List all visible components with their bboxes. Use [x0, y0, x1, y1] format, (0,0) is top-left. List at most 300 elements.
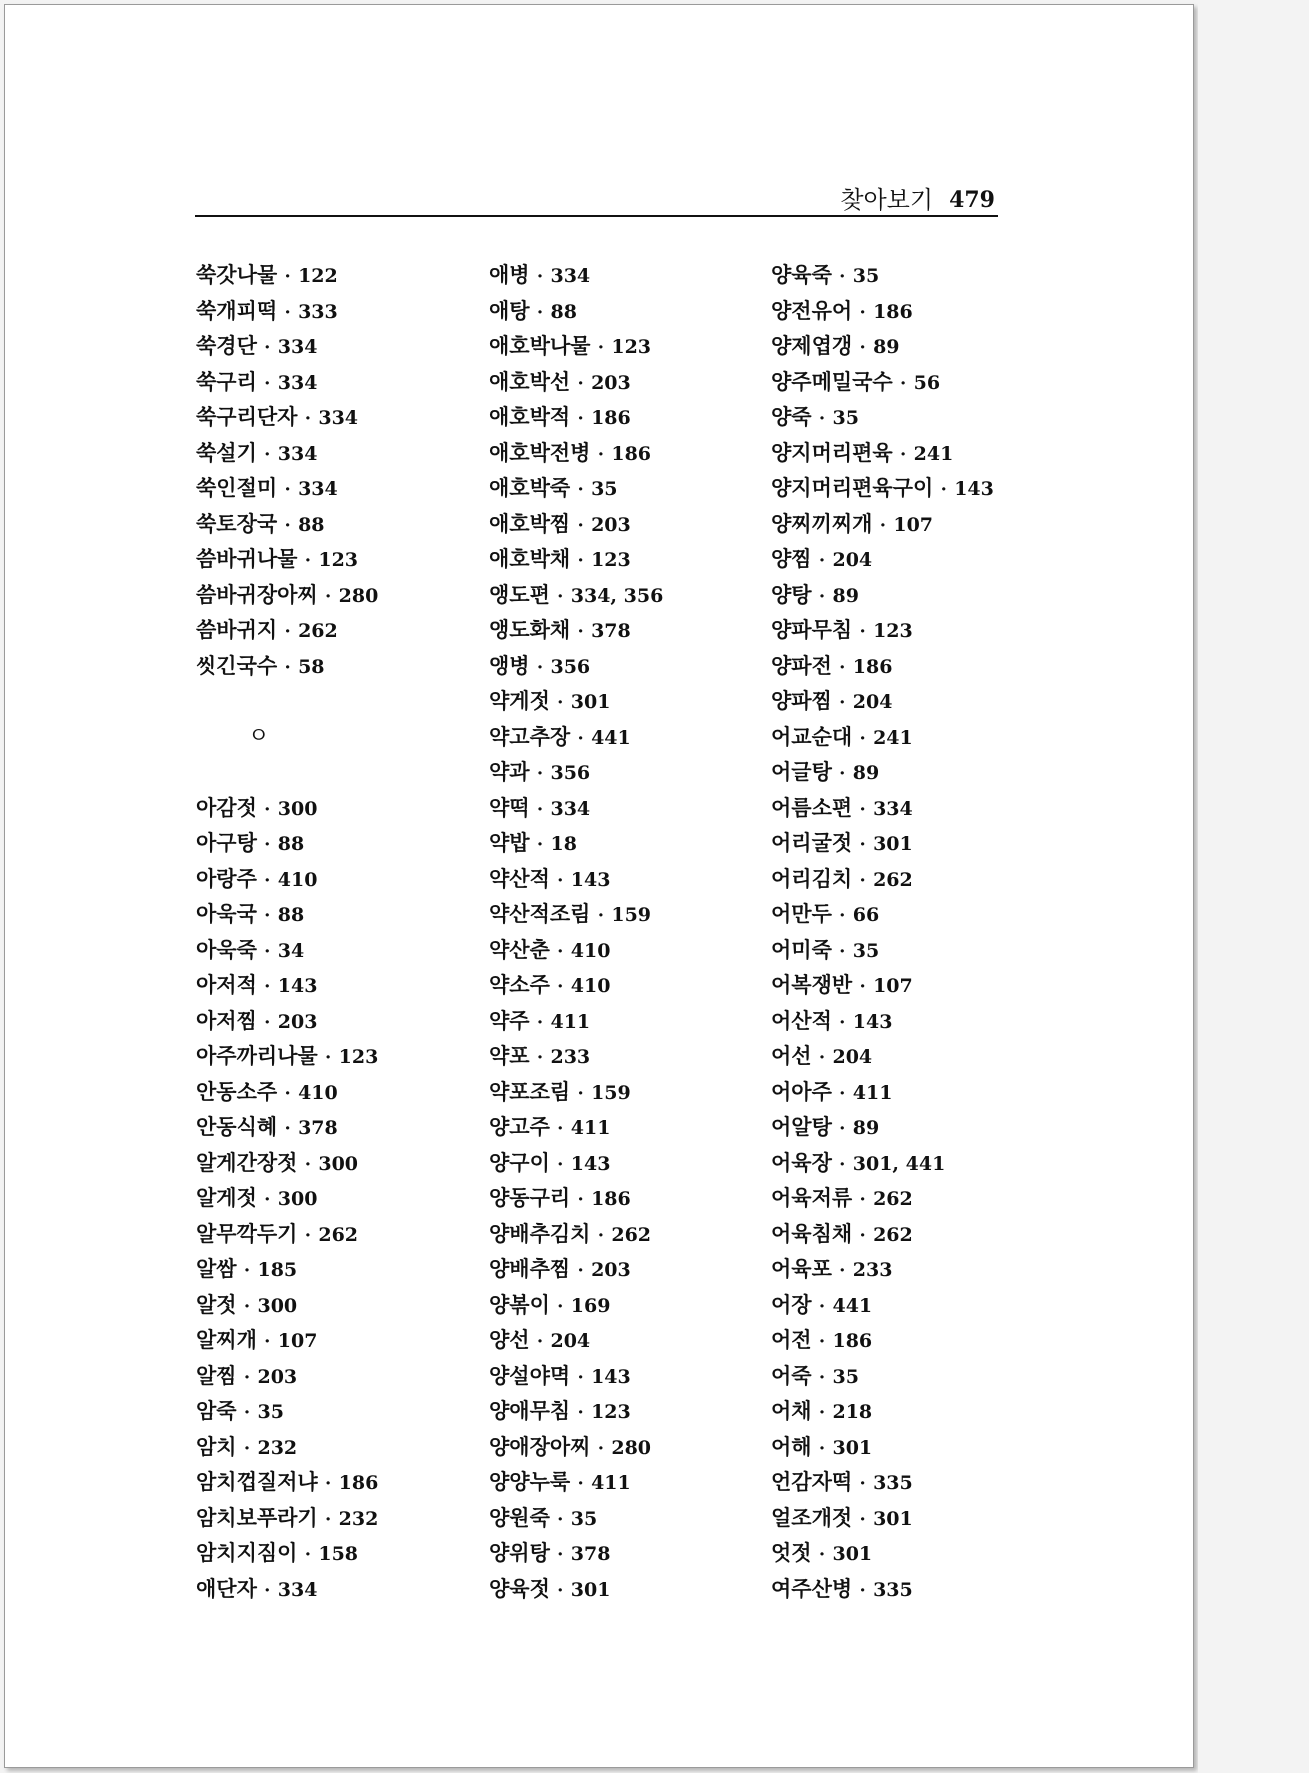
entry-term: 양제엽갱	[771, 333, 853, 358]
entry-term: 아욱죽	[196, 936, 257, 962]
entry-separator: ·	[536, 834, 544, 855]
entry-term: 쑥토장국	[196, 510, 278, 536]
index-entry	[196, 648, 476, 684]
entry-term: 씻긴국수	[196, 652, 278, 678]
entry-separator: ·	[597, 905, 605, 926]
entry-pages: 410	[298, 1081, 338, 1104]
entry-separator: ·	[597, 443, 605, 465]
entry-pages: 35	[570, 1507, 598, 1530]
entry-term: 애호박채	[489, 546, 571, 571]
entry-separator: ·	[536, 1047, 544, 1068]
entry-term: 애호박죽	[489, 475, 571, 500]
entry-pages: 107	[277, 1330, 318, 1352]
entry-term: 엇젓	[771, 1540, 812, 1565]
index-entry	[489, 612, 769, 648]
entry-pages: 185	[257, 1259, 298, 1281]
entry-term: 쑥구리단자	[196, 404, 298, 429]
entry-separator: ·	[243, 1402, 251, 1423]
entry-pages: 262	[298, 620, 338, 642]
entry-term: 어만두	[771, 901, 832, 926]
entry-term: 양볶이	[489, 1291, 550, 1317]
index-entry	[771, 1500, 1051, 1536]
entry-pages: 89	[852, 762, 880, 784]
entry-pages: 35	[257, 1401, 284, 1423]
index-entry	[771, 1109, 1051, 1145]
entry-separator: ·	[839, 266, 846, 287]
index-entry	[196, 1180, 476, 1216]
entry-term: 애단자	[196, 1575, 257, 1601]
entry-separator: ·	[264, 869, 271, 891]
entry-separator: ·	[557, 1153, 564, 1175]
entry-pages: 204	[832, 1046, 873, 1068]
index-entry	[489, 1145, 769, 1181]
entry-term: 약떡	[489, 794, 530, 820]
entry-term: 양육젓	[489, 1575, 550, 1601]
entry-separator: ·	[859, 834, 866, 855]
header-title: 찾아보기	[840, 186, 934, 214]
entry-pages: 441	[591, 726, 631, 749]
entry-separator: ·	[264, 1189, 271, 1210]
index-entry	[489, 861, 769, 897]
entry-pages: 88	[277, 833, 305, 855]
entry-separator: ·	[577, 550, 584, 571]
index-entry	[771, 541, 1051, 577]
entry-term: 약과	[489, 759, 530, 784]
entry-term: 양탕	[771, 581, 812, 607]
entry-pages: 411	[570, 1117, 611, 1139]
index-entry	[489, 1180, 769, 1216]
entry-pages: 34	[277, 939, 305, 962]
entry-separator: ·	[243, 1437, 251, 1459]
entry-term: 양죽	[771, 404, 812, 429]
entry-pages: 333	[298, 300, 338, 323]
entry-separator: ·	[839, 1260, 846, 1281]
entry-term: 아감젓	[196, 794, 257, 820]
index-entry	[196, 1145, 476, 1181]
entry-separator: ·	[859, 1189, 866, 1210]
index-entry	[196, 257, 476, 293]
index-entry	[489, 577, 769, 613]
entry-separator: ·	[557, 1579, 564, 1601]
entry-separator: ·	[304, 550, 312, 571]
entry-pages: 410	[277, 868, 318, 891]
index-entry	[196, 1393, 476, 1429]
entry-pages: 334	[873, 797, 913, 820]
entry-term: 어리김치	[771, 865, 853, 891]
entry-separator: ·	[243, 1295, 251, 1317]
entry-term: 알무깍두기	[196, 1220, 298, 1246]
entry-pages: 301	[832, 1543, 873, 1565]
entry-term: 아구탕	[196, 830, 257, 855]
entry-pages: 58	[298, 655, 325, 678]
index-entry	[489, 683, 769, 719]
entry-separator: ·	[264, 443, 271, 465]
entry-pages: 123	[611, 336, 652, 358]
entry-pages: 122	[298, 265, 338, 287]
entry-pages: 186	[591, 1188, 631, 1210]
entry-term: 약주	[489, 1007, 530, 1033]
index-entry	[771, 932, 1051, 968]
index-entry	[771, 1535, 1051, 1571]
entry-pages: 203	[277, 1010, 318, 1033]
entry-term: 애호박찜	[489, 510, 571, 536]
entry-pages: 159	[611, 904, 652, 926]
index-entry	[196, 896, 476, 932]
entry-term: 양배추찜	[489, 1256, 571, 1281]
entry-separator: ·	[243, 1260, 251, 1281]
entry-pages: 203	[591, 1259, 631, 1281]
section-gap	[196, 754, 476, 790]
entry-term: 아욱국	[196, 901, 257, 926]
entry-term: 얼조개젓	[771, 1504, 853, 1530]
entry-term: 양파전	[771, 652, 832, 678]
entry-separator: ·	[839, 763, 846, 784]
entry-pages: 88	[277, 904, 305, 926]
entry-term: 어아주	[771, 1078, 832, 1104]
index-entry	[489, 1074, 769, 1110]
index-entry	[771, 683, 1051, 719]
entry-term: 양지머리편육구이	[771, 475, 934, 500]
index-entry	[489, 1251, 769, 1287]
entry-separator: ·	[557, 585, 564, 607]
entry-term: 애호박나물	[489, 333, 591, 358]
entry-separator: ·	[325, 1473, 332, 1494]
entry-term: 양주메밀국수	[771, 368, 893, 394]
entry-separator: ·	[839, 1118, 846, 1139]
entry-pages: 241	[913, 442, 954, 465]
entry-pages: 378	[298, 1117, 338, 1139]
index-column-2	[489, 257, 769, 1606]
index-entry	[196, 861, 476, 897]
entry-pages: 232	[257, 1436, 298, 1459]
entry-term: 쑥경단	[196, 333, 257, 358]
index-entry	[771, 1358, 1051, 1394]
index-entry	[771, 1464, 1051, 1500]
index-entry	[489, 1003, 769, 1039]
entry-term: 양찌끼찌개	[771, 510, 873, 536]
index-entry	[771, 1287, 1051, 1323]
entry-pages: 411	[591, 1472, 631, 1494]
index-entry	[489, 1393, 769, 1429]
entry-separator: ·	[243, 1366, 251, 1388]
entry-separator: ·	[597, 1224, 605, 1246]
index-entry	[771, 399, 1051, 435]
entry-separator: ·	[577, 1189, 584, 1210]
entry-separator: ·	[284, 514, 291, 536]
index-entry	[771, 1251, 1051, 1287]
entry-separator: ·	[900, 443, 907, 465]
index-entry	[196, 364, 476, 400]
entry-pages: 35	[852, 265, 880, 287]
entry-separator: ·	[557, 1544, 564, 1565]
entry-separator: ·	[577, 621, 584, 642]
entry-separator: ·	[284, 1082, 291, 1104]
entry-term: 암치보푸라기	[196, 1504, 318, 1530]
index-entry	[489, 257, 769, 293]
entry-separator: ·	[536, 1331, 544, 1352]
index-entry	[489, 754, 769, 790]
index-entry	[196, 399, 476, 435]
entry-term: 양구이	[489, 1149, 550, 1175]
entry-separator: ·	[577, 1260, 584, 1281]
index-entry	[489, 1464, 769, 1500]
entry-separator: ·	[577, 372, 584, 394]
entry-term: 쑥설기	[196, 439, 257, 465]
entry-separator: ·	[264, 905, 271, 926]
entry-pages: 280	[611, 1436, 652, 1459]
entry-term: 양전유어	[771, 297, 853, 323]
index-entry	[489, 1322, 769, 1358]
entry-pages: 300	[277, 797, 318, 820]
index-entry	[489, 825, 769, 861]
index-entry	[489, 328, 769, 364]
entry-term: 암죽	[196, 1398, 237, 1423]
entry-term: 쑥인절미	[196, 475, 278, 500]
entry-pages: 334, 356	[570, 584, 664, 607]
entry-term: 암치	[196, 1433, 237, 1459]
entry-separator: ·	[818, 1402, 826, 1423]
index-entry	[771, 1038, 1051, 1074]
entry-pages: 335	[873, 1472, 913, 1494]
entry-pages: 89	[873, 336, 900, 358]
index-entry	[489, 1109, 769, 1145]
entry-term: 알찜	[196, 1362, 237, 1388]
entry-separator: ·	[284, 479, 291, 500]
entry-pages: 186	[873, 300, 913, 323]
index-column-1	[196, 257, 476, 1606]
index-entry	[489, 364, 769, 400]
entry-pages: 159	[591, 1081, 631, 1104]
entry-separator: ·	[859, 1473, 866, 1494]
entry-term: 어죽	[771, 1362, 812, 1388]
entry-pages: 356	[550, 655, 591, 678]
index-entry	[771, 1180, 1051, 1216]
entry-pages: 89	[832, 584, 859, 607]
entry-pages: 35	[591, 478, 618, 500]
entry-pages: 334	[298, 478, 338, 500]
index-entry	[196, 1038, 476, 1074]
entry-term: 어육침채	[771, 1220, 853, 1246]
entry-pages: 441	[832, 1294, 873, 1317]
entry-pages: 35	[832, 1365, 859, 1388]
index-entry	[196, 435, 476, 471]
entry-term: 약산춘	[489, 936, 550, 962]
index-entry	[771, 1571, 1051, 1607]
entry-pages: 143	[591, 1365, 631, 1388]
entry-term: 양파무침	[771, 617, 853, 642]
entry-term: 약포	[489, 1043, 530, 1068]
index-entry	[489, 967, 769, 1003]
index-entry	[489, 541, 769, 577]
entry-separator: ·	[859, 1579, 866, 1601]
entry-pages: 334	[550, 265, 591, 287]
index-entry	[196, 541, 476, 577]
entry-term: 알게간장젓	[196, 1149, 298, 1175]
entry-separator: ·	[859, 727, 866, 749]
index-entry	[489, 1038, 769, 1074]
index-entry	[196, 1571, 476, 1607]
entry-separator: ·	[577, 1402, 584, 1423]
entry-term: 어장	[771, 1291, 812, 1317]
entry-term: 애호박적	[489, 404, 571, 429]
entry-separator: ·	[264, 1579, 271, 1601]
entry-pages: 107	[893, 513, 934, 536]
entry-term: 양파찜	[771, 688, 832, 713]
index-entry	[489, 435, 769, 471]
index-entry	[196, 967, 476, 1003]
entry-pages: 186	[832, 1330, 873, 1352]
entry-pages: 123	[591, 1401, 631, 1423]
entry-separator: ·	[264, 834, 271, 855]
entry-pages: 88	[550, 300, 577, 323]
entry-pages: 203	[591, 371, 631, 394]
entry-pages: 143	[570, 1152, 611, 1175]
entry-separator: ·	[264, 337, 271, 358]
page-number: 479	[949, 187, 995, 213]
entry-term: 어알탕	[771, 1114, 832, 1139]
index-entry	[489, 1500, 769, 1536]
entry-separator: ·	[818, 1295, 826, 1317]
entry-pages: 203	[257, 1365, 298, 1388]
entry-term: 암치껍질저냐	[196, 1469, 318, 1494]
entry-term: 약포조림	[489, 1078, 571, 1104]
entry-term: 어육저류	[771, 1185, 853, 1210]
entry-term: 씀바귀지	[196, 617, 278, 642]
entry-separator: ·	[577, 1082, 584, 1104]
index-entry	[489, 470, 769, 506]
index-entry	[771, 364, 1051, 400]
entry-pages: 262	[873, 868, 913, 891]
entry-term: 양찜	[771, 546, 812, 571]
entry-term: 애호박전병	[489, 439, 591, 465]
entry-separator: ·	[325, 1508, 332, 1530]
entry-separator: ·	[304, 1153, 312, 1175]
entry-separator: ·	[818, 408, 826, 429]
index-entry	[771, 1393, 1051, 1429]
index-entry	[489, 932, 769, 968]
entry-term: 양양누룩	[489, 1469, 571, 1494]
index-entry	[771, 896, 1051, 932]
index-entry	[196, 1216, 476, 1252]
entry-pages: 334	[277, 442, 318, 465]
entry-term: 양배추김치	[489, 1220, 591, 1246]
entry-term: 양고주	[489, 1114, 550, 1139]
entry-term: 여주산병	[771, 1575, 853, 1601]
index-column-3	[771, 257, 1051, 1606]
entry-pages: 89	[852, 1117, 880, 1139]
entry-term: 씀바귀장아찌	[196, 581, 318, 607]
entry-pages: 66	[852, 904, 880, 926]
entry-pages: 300	[257, 1294, 298, 1317]
entry-pages: 410	[570, 975, 611, 997]
entry-term: 애탕	[489, 297, 530, 323]
entry-term: 어육포	[771, 1256, 832, 1281]
entry-term: 약밥	[489, 830, 530, 855]
entry-term: 양위탕	[489, 1540, 550, 1565]
section-heading: ㅇ	[248, 723, 270, 749]
index-entry	[771, 1074, 1051, 1110]
entry-term: 앵도편	[489, 581, 550, 607]
entry-separator: ·	[577, 1473, 584, 1494]
entry-term: 아주까리나물	[196, 1043, 318, 1068]
index-entry	[489, 790, 769, 826]
entry-separator: ·	[264, 798, 271, 820]
index-entry	[196, 1535, 476, 1571]
index-entry	[196, 790, 476, 826]
entry-term: 알쌈	[196, 1256, 237, 1281]
entry-separator: ·	[536, 798, 544, 820]
index-entry	[196, 1464, 476, 1500]
entry-pages: 186	[852, 655, 893, 678]
entry-term: 양선	[489, 1327, 530, 1352]
entry-term: 어육장	[771, 1149, 832, 1175]
entry-term: 쑥갓나물	[196, 262, 278, 287]
index-entry	[196, 1429, 476, 1465]
entry-separator: ·	[284, 301, 291, 323]
entry-separator: ·	[839, 692, 846, 713]
entry-pages: 56	[913, 371, 941, 394]
entry-separator: ·	[818, 585, 826, 607]
entry-separator: ·	[557, 940, 564, 962]
entry-term: 어글탕	[771, 759, 832, 784]
entry-term: 양애장아찌	[489, 1433, 591, 1459]
index-entry	[771, 1429, 1051, 1465]
entry-separator: ·	[597, 337, 605, 358]
entry-pages: 334	[277, 371, 318, 394]
index-entry	[196, 1358, 476, 1394]
index-entry	[489, 1429, 769, 1465]
index-entry	[771, 1216, 1051, 1252]
index-entry	[196, 470, 476, 506]
index-entry	[771, 648, 1051, 684]
entry-pages: 35	[832, 407, 859, 429]
entry-term: 애병	[489, 262, 530, 287]
entry-separator: ·	[536, 656, 544, 678]
page-header	[195, 175, 995, 215]
entry-pages: 204	[550, 1330, 591, 1352]
index-entry	[489, 1287, 769, 1323]
entry-pages: 262	[318, 1223, 359, 1246]
entry-separator: ·	[818, 1047, 826, 1068]
viewer-background	[1198, 0, 1309, 1773]
entry-pages: 143	[570, 868, 611, 891]
index-entry	[771, 577, 1051, 613]
entry-separator: ·	[859, 869, 866, 891]
entry-pages: 233	[852, 1259, 893, 1281]
entry-term: 어전	[771, 1327, 812, 1352]
entry-term: 어리굴젓	[771, 830, 853, 855]
entry-term: 알젓	[196, 1291, 237, 1317]
index-entry	[771, 435, 1051, 471]
index-entry	[771, 719, 1051, 755]
index-entry	[771, 790, 1051, 826]
entry-term: 아저찜	[196, 1007, 257, 1033]
entry-term: 약고추장	[489, 723, 571, 749]
entry-separator: ·	[818, 1544, 826, 1565]
entry-term: 어교순대	[771, 723, 853, 749]
entry-term: 아랑주	[196, 865, 257, 891]
entry-separator: ·	[325, 1047, 332, 1068]
index-entry	[771, 825, 1051, 861]
entry-term: 안동소주	[196, 1078, 278, 1104]
entry-pages: 123	[338, 1046, 379, 1068]
entry-pages: 280	[338, 584, 379, 607]
index-entry	[489, 293, 769, 329]
index-entry	[489, 719, 769, 755]
index-entry	[771, 612, 1051, 648]
index-entry	[489, 1571, 769, 1607]
entry-separator: ·	[536, 1011, 544, 1033]
